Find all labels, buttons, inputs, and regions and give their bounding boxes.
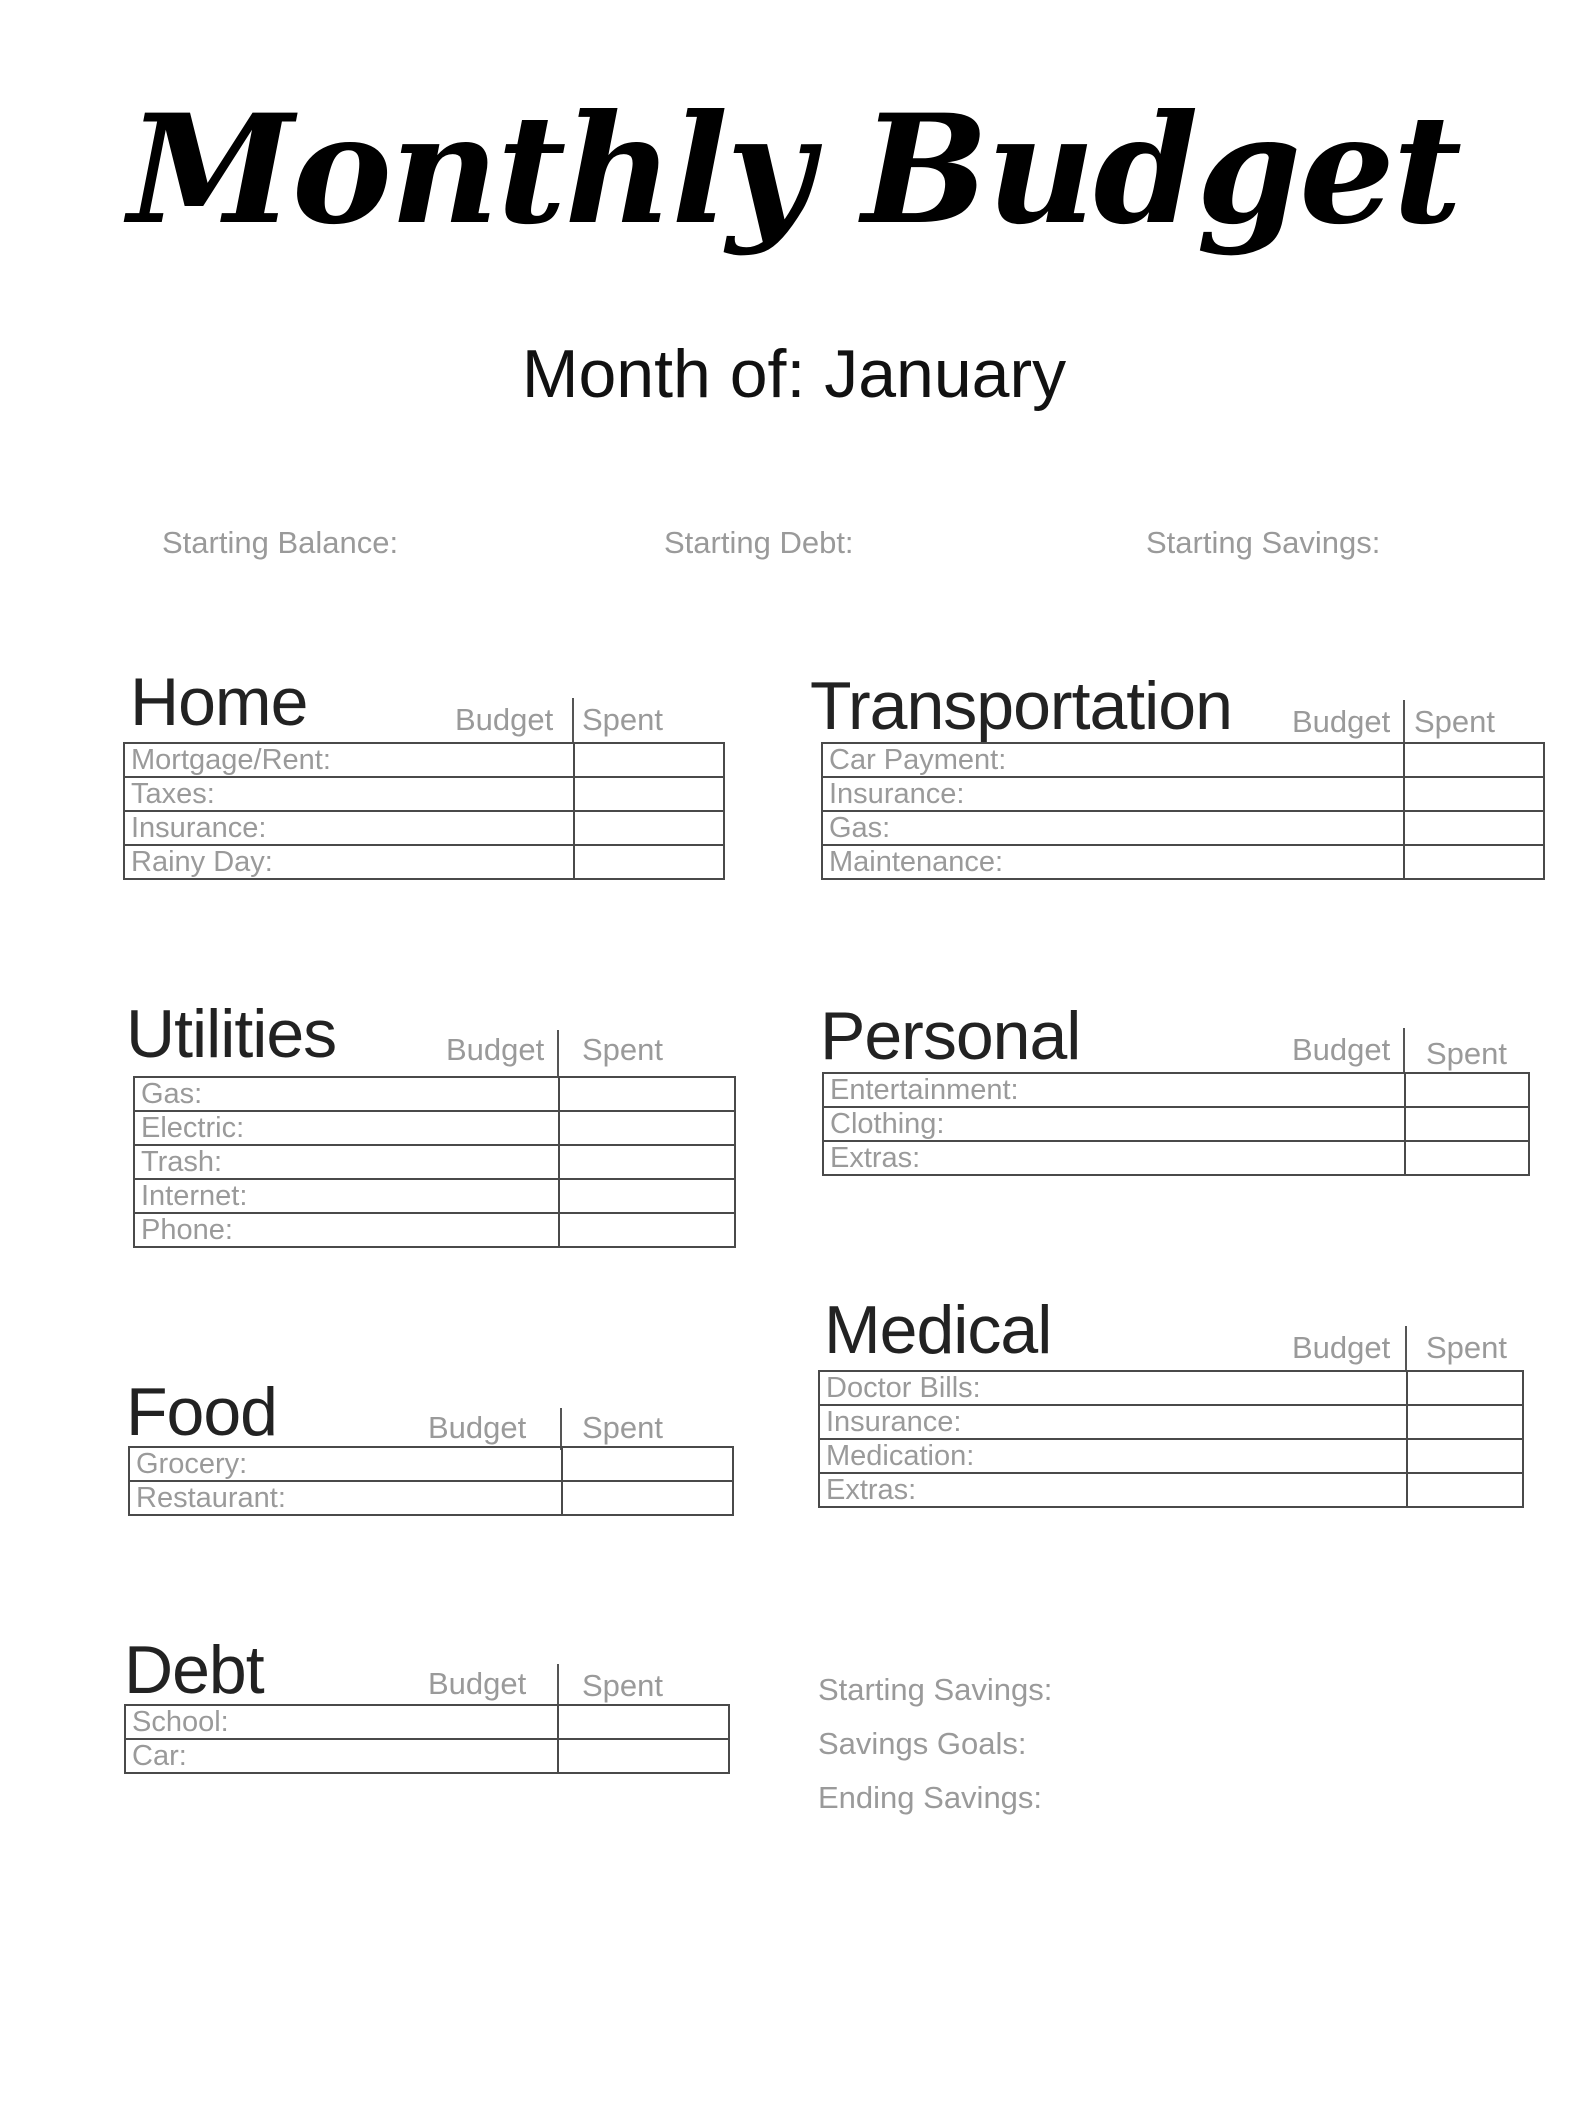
table-row [819,1473,1523,1507]
medical-spent-header: Spent [1426,1330,1508,1365]
food-budget-header: Budget [428,1410,527,1445]
row-label: Internet: [134,1179,559,1213]
month-label: Month of: January [521,336,1067,412]
home-header-divider [572,698,574,742]
table-row [134,1145,735,1179]
amount-cell[interactable] [1404,743,1544,777]
medical-budget-header: Budget [1292,1330,1391,1365]
row-label: Doctor Bills: [819,1371,1407,1405]
row-label: Extras: [823,1141,1405,1175]
debt-budget-header: Budget [428,1666,527,1701]
row-label: Car Payment: [822,743,1404,777]
debt-header-divider [557,1664,559,1706]
starting-debt-label: Starting Debt: [664,525,854,560]
savings-goals-label: Savings Goals: [818,1726,1027,1761]
table-row [129,1447,733,1481]
amount-cell[interactable] [558,1739,729,1773]
amount-cell[interactable] [1404,777,1544,811]
table-row [823,1141,1529,1175]
row-label: Grocery: [129,1447,562,1481]
savings-starting-label: Starting Savings: [818,1672,1053,1707]
debt-table [124,1704,730,1774]
row-label: Insurance: [819,1405,1407,1439]
amount-cell[interactable] [1407,1371,1523,1405]
amount-cell[interactable] [1404,845,1544,879]
starting-balance-label: Starting Balance: [162,525,399,560]
personal-section-title: Personal [820,998,1081,1074]
table-row [124,845,724,879]
row-label: Insurance: [124,811,574,845]
utilities-budget-header: Budget [446,1032,545,1067]
table-row [819,1371,1523,1405]
row-label: Car: [125,1739,558,1773]
personal-spent-header: Spent [1426,1036,1508,1071]
amount-cell[interactable] [1407,1473,1523,1507]
row-label: Entertainment: [823,1073,1405,1107]
starting-savings-label: Starting Savings: [1146,525,1381,560]
table-row [134,1213,735,1247]
row-label: Gas: [822,811,1404,845]
table-row [822,777,1544,811]
amount-cell[interactable] [574,845,724,879]
amount-cell[interactable] [574,777,724,811]
row-label: School: [125,1705,558,1739]
row-label: Medication: [819,1439,1407,1473]
amount-cell[interactable] [559,1111,735,1145]
home-section-title: Home [130,664,308,740]
amount-cell[interactable] [574,743,724,777]
row-label: Trash: [134,1145,559,1179]
amount-cell[interactable] [562,1481,733,1515]
row-label: Restaurant: [129,1481,562,1515]
utilities-table [133,1076,736,1248]
home-budget-header: Budget [455,702,554,737]
row-label: Insurance: [822,777,1404,811]
medical-header-divider [1405,1326,1407,1372]
amount-cell[interactable] [1405,1073,1529,1107]
savings-ending-label: Ending Savings: [818,1780,1043,1815]
table-row [823,1107,1529,1141]
amount-cell[interactable] [1405,1107,1529,1141]
table-row [823,1073,1529,1107]
table-row [822,743,1544,777]
personal-budget-header: Budget [1292,1032,1391,1067]
amount-cell[interactable] [574,811,724,845]
medical-section-title: Medical [824,1292,1052,1368]
amount-cell[interactable] [1405,1141,1529,1175]
food-table [128,1446,734,1516]
row-label: Rainy Day: [124,845,574,879]
table-row [124,777,724,811]
table-row [134,1077,735,1111]
amount-cell[interactable] [1404,811,1544,845]
food-spent-header: Spent [582,1410,664,1445]
utilities-spent-header: Spent [582,1032,664,1067]
row-label: Clothing: [823,1107,1405,1141]
debt-section-title: Debt [124,1632,264,1708]
utilities-header-divider [557,1030,559,1076]
row-label: Phone: [134,1213,559,1247]
table-row [124,811,724,845]
table-row [819,1439,1523,1473]
medical-table [818,1370,1524,1508]
personal-table [822,1072,1530,1176]
food-section-title: Food [126,1374,277,1450]
table-row [822,811,1544,845]
table-row [134,1111,735,1145]
table-row [125,1739,729,1773]
table-row [134,1179,735,1213]
transportation-section-title: Transportation [810,668,1232,744]
personal-header-divider [1403,1028,1405,1072]
table-row [129,1481,733,1515]
table-row [124,743,724,777]
table-row [822,845,1544,879]
row-label: Mortgage/Rent: [124,743,574,777]
transportation-budget-header: Budget [1292,704,1391,739]
home-spent-header: Spent [582,702,664,737]
amount-cell[interactable] [558,1705,729,1739]
table-row [819,1405,1523,1439]
row-label: Electric: [134,1111,559,1145]
table-row [125,1705,729,1739]
amount-cell[interactable] [1407,1405,1523,1439]
row-label: Maintenance: [822,845,1404,879]
home-table [123,742,725,880]
amount-cell[interactable] [559,1145,735,1179]
row-label: Gas: [134,1077,559,1111]
transportation-header-divider [1403,700,1405,742]
row-label: Taxes: [124,777,574,811]
food-header-divider [560,1408,562,1450]
amount-cell[interactable] [559,1077,735,1111]
row-label: Extras: [819,1473,1407,1507]
amount-cell[interactable] [562,1447,733,1481]
page-title: Monthly Budget [127,82,1461,258]
transportation-table [821,742,1545,880]
amount-cell[interactable] [559,1213,735,1247]
debt-spent-header: Spent [582,1668,664,1703]
amount-cell[interactable] [1407,1439,1523,1473]
utilities-section-title: Utilities [126,996,337,1072]
transportation-spent-header: Spent [1414,704,1496,739]
amount-cell[interactable] [559,1179,735,1213]
